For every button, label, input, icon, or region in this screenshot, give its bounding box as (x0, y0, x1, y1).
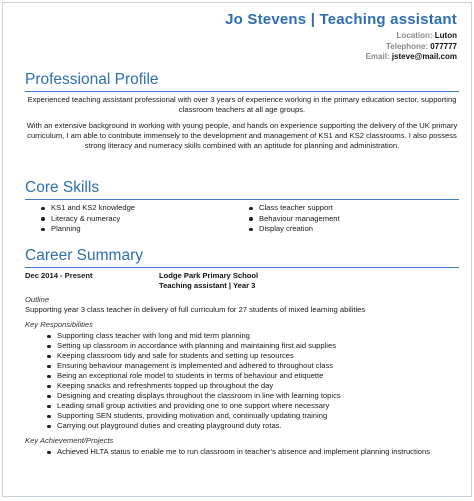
profile-paragraph: Experienced teaching assistant professional with over 3 years of experience working in the primary education sector, supporting classroom teachers at all age groups. (27, 95, 457, 114)
contact-telephone-label: Telephone: (385, 41, 429, 51)
achievements-label: Key Achievement/Projects (25, 436, 114, 445)
career-heading: Career Summary (25, 247, 459, 268)
responsibility-item: Supporting class teacher with long and mid term planning (47, 331, 459, 341)
skill-item: Literacy & numeracy (41, 214, 249, 225)
achievements-list (25, 447, 459, 457)
skills-list-right (249, 203, 340, 235)
contact-location (225, 31, 457, 42)
responsibility-item: Designing and creating displays throughout the classroom in line with learning topics (47, 391, 459, 401)
skill-item: Planning (41, 224, 249, 235)
contact-telephone (225, 42, 457, 53)
career-section (25, 247, 459, 457)
achievement-item: Achieved HLTA status to enable me to run classroom in teacher’s absence and implement planning instructions (47, 447, 459, 457)
contact-email-value: jsteve@mail.com (391, 52, 457, 61)
contact-location-value: Luton (434, 31, 457, 40)
responsibility-item: Carrying out playground duties and creating playground duty rotas. (47, 421, 459, 431)
contact-email-label: Email: (365, 52, 390, 61)
skills-heading: Core Skills (25, 179, 459, 200)
responsibilities-label: Key Responsibilities (25, 320, 93, 329)
skills-list-left (41, 203, 249, 235)
responsibility-item: Supporting SEN students, providing motivation and, continually updating training (47, 411, 459, 421)
skill-item: Behaviour management (249, 214, 340, 225)
profile-paragraph: With an extensive background in working with young people, and hands on experience supporting the delivery of the UK primary curriculum, I am able to contribute immensely to the development and management of KS1 and KS2 classrooms. I also possess strong literacy and numeracy skills combined with an aptitude for planning and administration. (26, 121, 458, 150)
job-dates: Dec 2014 - Present (25, 271, 93, 280)
responsibility-item: Ensuring behaviour management is implemented and adhered to throughout class (47, 361, 459, 371)
skill-item: Class teacher support (249, 203, 340, 214)
skill-item: Display creation (249, 224, 340, 235)
job-role: Teaching assistant | Year 3 (159, 281, 256, 290)
job-org-block (159, 271, 258, 291)
responsibility-item: Being an exceptional role model to students in terms of behaviour and etiquette (47, 371, 459, 381)
responsibilities-list (25, 331, 459, 431)
skill-item: KS1 and KS2 knowledge (41, 203, 249, 214)
profile-section (25, 71, 459, 157)
responsibility-item: Leading small group activities and providing one to one support where necessary (47, 401, 459, 411)
job-header (25, 271, 459, 291)
responsibility-item: Keeping classroom tidy and safe for students and setting up resources (47, 351, 459, 361)
outline-label: Outline (25, 295, 50, 304)
cv-document (2, 2, 472, 497)
candidate-name: Jo Stevens | Teaching assistant (225, 11, 457, 28)
responsibility-item: Setting up classroom in accordance with planning and maintaining first aid supplies (47, 341, 459, 351)
skills-section (25, 179, 459, 235)
cv-header (225, 11, 457, 63)
skills-grid (25, 203, 459, 235)
contact-location-label: Location: (396, 31, 433, 40)
profile-heading: Professional Profile (25, 71, 459, 92)
job-employer: Lodge Park Primary School (159, 271, 259, 280)
outline-text: Supporting year 3 class teacher in delivery of full curriculum for 27 students of mixed learning abilities (25, 305, 366, 314)
contact-email (225, 52, 457, 63)
contact-telephone-value: 077777 (430, 41, 457, 51)
responsibility-item: Keeping snacks and refreshments topped up throughout the day (47, 381, 459, 391)
